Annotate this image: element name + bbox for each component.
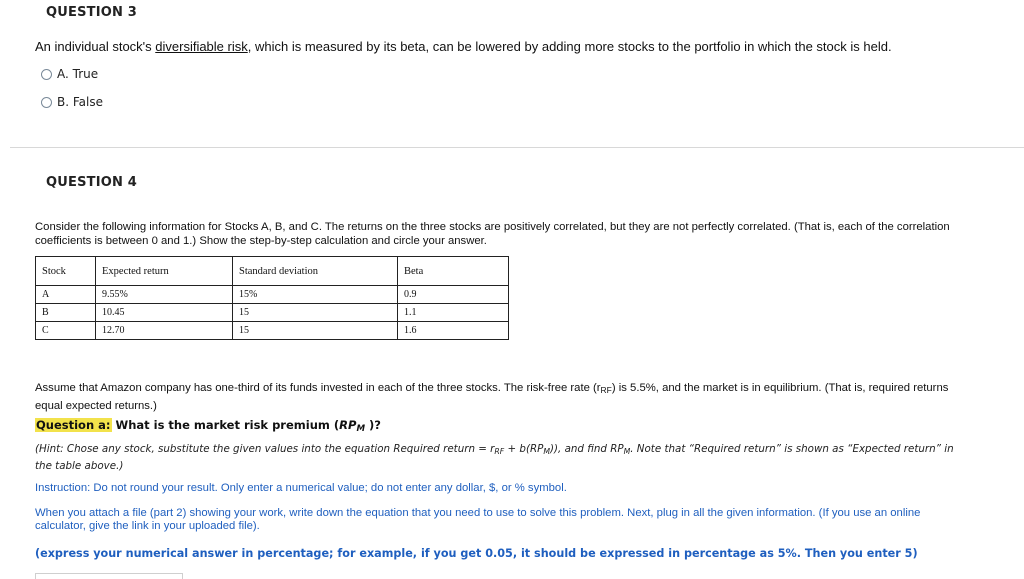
hint-part: . Note that “Required return” is shown as “Expected return” in the table above.) bbox=[35, 443, 954, 472]
option-b-false[interactable] bbox=[41, 95, 103, 109]
assume-part: ) is 5.5%, and the market is in equilibrium. (That is, required returns equal expected returns.) bbox=[35, 382, 949, 412]
hint-part: + b(RP bbox=[504, 443, 544, 455]
table-header-row bbox=[36, 257, 509, 286]
hint-subscript: M bbox=[623, 447, 631, 456]
q3-text-after: , which is measured by its beta, can be lowered by adding more stocks to the portfolio in which the stock is held. bbox=[247, 39, 892, 54]
rf-subscript: RF bbox=[600, 385, 612, 395]
question-a-label: Question a: bbox=[36, 418, 111, 432]
table-header-cell: Beta bbox=[398, 257, 509, 286]
question-divider bbox=[10, 147, 1024, 148]
assume-part: Assume that Amazon company has one-third of its funds invested in each of the three stocks. The risk-free rate (r bbox=[35, 382, 601, 394]
qa-text: )? bbox=[365, 418, 381, 432]
option-a-radio[interactable] bbox=[41, 69, 52, 80]
instruction-text: Instruction: Do not round your result. Only enter a numerical value; do not enter any dollar, $, or % symbol. bbox=[35, 482, 567, 494]
table-cell: 1.1 bbox=[398, 304, 509, 322]
table-cell: 0.9 bbox=[398, 286, 509, 304]
hint-text bbox=[35, 442, 965, 473]
answer-input[interactable] bbox=[35, 573, 183, 579]
table-cell: 10.45 bbox=[96, 304, 233, 322]
table-header-cell: Standard deviation bbox=[233, 257, 398, 286]
table-row bbox=[36, 304, 509, 322]
hint-subscript: M bbox=[543, 447, 550, 456]
attach-file-instruction: When you attach a file (part 2) showing your work, write down the equation that you need to use to solve this problem. Next, plug in all the given information. (If you use an online calculator, give the link in your uploaded file). bbox=[35, 507, 921, 532]
qa-text: What is the market risk premium ( bbox=[111, 418, 340, 432]
table-row bbox=[36, 286, 509, 304]
table-cell: C bbox=[36, 322, 96, 340]
table-cell: 1.6 bbox=[398, 322, 509, 340]
table-header-cell: Stock bbox=[36, 257, 96, 286]
table-cell: 15 bbox=[233, 304, 398, 322]
option-a-label: A. True bbox=[57, 67, 99, 81]
table-row bbox=[36, 322, 509, 340]
table-cell: A bbox=[36, 286, 96, 304]
table-cell: B bbox=[36, 304, 96, 322]
question-4-heading: QUESTION 4 bbox=[46, 175, 138, 190]
option-b-radio[interactable] bbox=[41, 97, 52, 108]
table-header-cell: Expected return bbox=[96, 257, 233, 286]
question-4-intro: Consider the following information for Stocks A, B, and C. The returns on the three stocks are positively correlated, but they are not perfectly correlated. (That is, each of the correlation coefficients is between 0 and 1.) Show the step-by-step calculation and circle your answer. bbox=[35, 221, 950, 247]
stock-info-table bbox=[35, 256, 509, 340]
table-cell: 9.55% bbox=[96, 286, 233, 304]
question-a bbox=[35, 418, 381, 434]
question-3-heading: QUESTION 3 bbox=[46, 5, 138, 20]
question-3-text bbox=[35, 39, 892, 54]
assumption-text bbox=[35, 380, 955, 414]
rp-symbol: RP bbox=[339, 418, 357, 432]
q3-text-before: An individual stock's bbox=[35, 39, 156, 54]
hint-part: )), and find RP bbox=[550, 443, 624, 455]
table-cell: 12.70 bbox=[96, 322, 233, 340]
option-a-true[interactable] bbox=[41, 67, 98, 81]
m-subscript: M bbox=[356, 424, 366, 434]
express-percentage-note: (express your numerical answer in percentage; for example, if you get 0.05, it should be expressed in percentage as 5%. Then you enter 5) bbox=[35, 547, 918, 560]
hint-part: (Hint: Chose any stock, substitute the given values into the equation Required return = r bbox=[35, 443, 495, 455]
table-cell: 15% bbox=[233, 286, 398, 304]
hint-subscript: RF bbox=[494, 447, 505, 456]
diversifiable-risk-term: diversifiable risk bbox=[155, 39, 248, 54]
table-cell: 15 bbox=[233, 322, 398, 340]
option-b-label: B. False bbox=[57, 95, 103, 109]
